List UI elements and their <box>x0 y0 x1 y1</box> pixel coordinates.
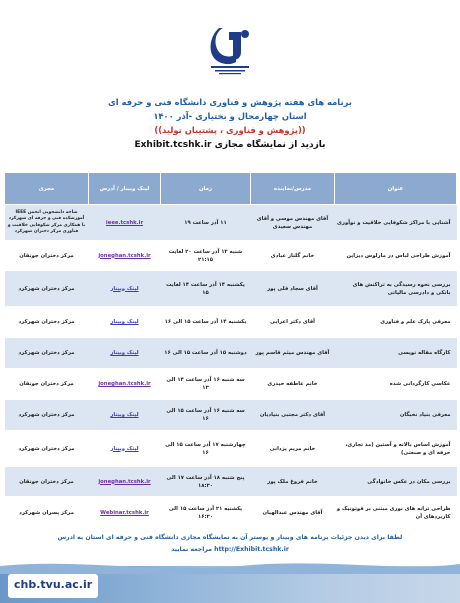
row-link[interactable]: joneghan.tcshk.ir <box>89 369 161 400</box>
row-exec: مرکز دختران جونقان <box>5 467 89 497</box>
row-title: بررسی نحوه رسیدگی به تراکنش های بانکی و دادرسی مالیاتی <box>335 271 457 307</box>
row-time: شنبه ۱۳ آذر ساعت ۲۰ لغایت ۲۱:۱۵ <box>161 241 251 271</box>
footer-note-line-2[interactable]: http://Exhibit.tcshk.ir مراجعه نمایید <box>171 546 289 553</box>
row-exec: مرکز دختران جونقان <box>5 241 89 271</box>
row-link[interactable]: joneghan.tcshk.ir <box>89 467 161 497</box>
column-header-link: لینک وبینار / آدرس <box>89 173 161 205</box>
table-row <box>5 205 457 241</box>
row-presenter: آقای دکتر مجتبی بنیادیان <box>251 400 335 431</box>
row-link[interactable]: لینک وبینار <box>89 431 161 467</box>
row-title: طراحی ترانه های نوری مبتنی بر فوتونیک و کاربردهای آن <box>335 497 457 529</box>
row-link[interactable]: ieee.tcshk.ir <box>89 205 161 241</box>
row-exec: مرکز دختران جونقان <box>5 369 89 400</box>
header-line-1: برنامه های هفته پژوهش و فناوری دانشگاه فنی و حرفه ای <box>108 97 352 107</box>
header-slogan: ((پژوهش و فناوری ، پشتیبان تولید)) <box>154 125 306 135</box>
row-title: آشنایی با مراکز شکوفایی خلاقیت و نوآوری <box>335 205 457 241</box>
row-exec: مرکز دختران شهرکرد <box>5 338 89 369</box>
row-link[interactable]: Webinar.tcshk.ir <box>89 497 161 529</box>
row-time: ۱۱ آذر ساعت ۱۹ <box>161 205 251 241</box>
table-row <box>5 271 457 307</box>
row-time: سه شنبه ۱۶ آذر ساعت ۱۴ الی ۱۳ <box>161 369 251 400</box>
row-presenter: خانم فروغ ملک پور <box>251 467 335 497</box>
header-line-2: استان چهارمحال و بختیاری -آذر ۱۴۰۰ <box>153 111 307 121</box>
row-time: یکشنبه ۱۴ آذر ساعت ۱۵ الی ۱۶ <box>161 307 251 338</box>
row-exec: شاخه دانشجویی انجمن IEEE آموزشکده فنی و حرفه ای شهرکرد با همکاری مرکز شکوفایی خلاقیت و فناوری مرکز دختران شهرکرد <box>5 205 89 241</box>
row-time: دوشنبه ۱۵ آذر ساعت ۱۵ الی ۱۶ <box>161 338 251 369</box>
row-presenter: خانم مریم یزدانی <box>251 431 335 467</box>
row-presenter: خانم عاطفه حیدری <box>251 369 335 400</box>
row-title: آموزش اساس بالانه و آستین (مد تجاری، حرفه ای و صنعتی) <box>335 431 457 467</box>
table-row <box>5 497 457 529</box>
column-header-presenter: مدرس/نماینده <box>251 173 335 205</box>
row-title: آموزش طراحی لباس در مارلوس دیزاین <box>335 241 457 271</box>
row-link[interactable]: لینک وبینار <box>89 271 161 307</box>
row-title: بررسی مکان در عکس خانوادگی <box>335 467 457 497</box>
university-logo-icon <box>205 22 255 78</box>
footer-note-line-1: لطفا برای دیدن جزئیات برنامه های وبینار و پوستر آن به نمایشگاه مجازی دانشگاه فنی و حرفه ای استان به ادرس <box>57 534 403 541</box>
table-row <box>5 400 457 431</box>
row-link[interactable]: لینک وبینار <box>89 307 161 338</box>
table-row <box>5 241 457 271</box>
row-title: معرفی بنیاد نخبگان <box>335 400 457 431</box>
row-presenter: آقای مهندس میثم قاسم پور <box>251 338 335 369</box>
column-header-title: عنوان <box>335 173 457 205</box>
row-exec: مرکز دختران شهرکرد <box>5 431 89 467</box>
row-link[interactable]: joneghan.tcshk.ir <box>89 241 161 271</box>
column-header-exec: مجری <box>5 173 89 205</box>
schedule-table <box>4 172 457 529</box>
row-link[interactable]: لینک وبینار <box>89 400 161 431</box>
row-exec: مرکز دختران شهرکرد <box>5 400 89 431</box>
row-presenter: آقای دکتر اعرابی <box>251 307 335 338</box>
row-time: پنج شنبه ۱۸ آذر ساعت ۱۷ الی ۱۸:۳۰ <box>161 467 251 497</box>
row-time: سه شنبه ۱۶ آذر ساعت ۱۵ الی ۱۶ <box>161 400 251 431</box>
column-header-time: زمان <box>161 173 251 205</box>
header-exhibit-link[interactable]: بازدید از نمایشگاه مجازی Exhibit.tcshk.ir <box>134 140 326 150</box>
row-presenter: آقای سجاد قلی پور <box>251 271 335 307</box>
table-row <box>5 431 457 467</box>
table-header-row <box>5 173 457 205</box>
row-time: چهارشنبه ۱۷ آذر ساعت ۱۵ الی ۱۶ <box>161 431 251 467</box>
table-row <box>5 307 457 338</box>
row-link[interactable]: لینک وبینار <box>89 338 161 369</box>
row-time: یکشنبه ۲۱ آذر ساعت ۱۵ الی ۱۶:۳۰ <box>161 497 251 529</box>
wave-decoration-icon <box>0 558 460 574</box>
table-row <box>5 369 457 400</box>
row-exec: مرکز دختران شهرکرد <box>5 271 89 307</box>
row-presenter: آقای مهندس موسی و آقای مهندس سعیدی <box>251 205 335 241</box>
table-row <box>5 338 457 369</box>
table-row <box>5 467 457 497</box>
row-time: یکشنبه ۱۴ آذر ساعت ۱۴ لغایت ۱۵ <box>161 271 251 307</box>
row-presenter: خانم گلناز عبادی <box>251 241 335 271</box>
row-title: عکاسی کارگردانی شده <box>335 369 457 400</box>
row-presenter: آقای مهندس عبدالهیان <box>251 497 335 529</box>
row-exec: مرکز پسران شهرکرد <box>5 497 89 529</box>
row-title: کارگاه مقاله نویسی <box>335 338 457 369</box>
footer-brand-text: chb.tvu.ac.ir <box>14 578 93 591</box>
row-title: معرفی پارک علم و فناوری <box>335 307 457 338</box>
footer-brand-logo[interactable] <box>8 574 98 598</box>
row-exec: مرکز دختران شهرکرد <box>5 307 89 338</box>
